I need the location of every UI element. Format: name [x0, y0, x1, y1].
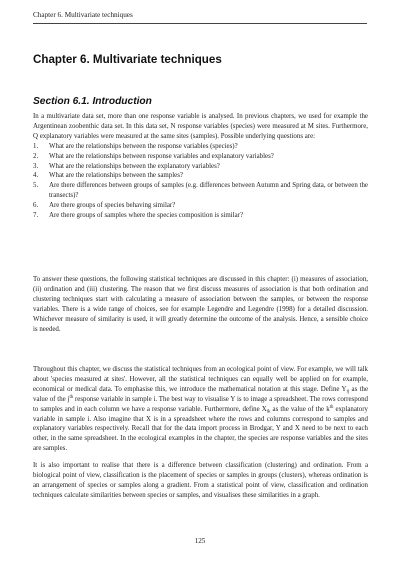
intro-block: [33, 112, 368, 221]
paragraph-4: It is also important to realise that there is a difference between classification (clustering) and ordination. From a biological point of view, classification is the placement of species or samples in groups (clusters), whereas ordination is an arrangement of species or samples along a gradient. From a statistical point of view, classification and ordination techniques calculate similarities between species or samples, and visualises these similarities in a graph.: [33, 462, 368, 499]
intro-paragraph: In a multivariate data set, more than one response variable is analysed. In previous chapters, we used for example the Argentinean zoobenthic data set. In this data set, N response variables (species) were measured at M sites. Furthermore, Q explanatory variables were measured at the same sites (samples). Possible underlying questions are:: [33, 113, 368, 140]
question-number: 1.: [33, 142, 39, 150]
header-divider: [33, 23, 367, 24]
question-text: Are there groups of samples where the species composition is similar?: [49, 212, 244, 220]
question-number: 3.: [33, 162, 39, 170]
paragraph-notation: [33, 365, 368, 454]
paragraph-3-part-d: as the value of the k: [270, 405, 330, 413]
question-text: What are the relationships between the explanatory variables?: [49, 162, 220, 170]
question-number: 2.: [33, 152, 39, 160]
subscript-ik: ik: [266, 409, 271, 415]
paragraph-2: To answer these questions, the following statistical techniques are discussed in this chapter: (i) measures of association, (ii) ordination and (iii) clustering. The reason that we first discuss measures of association is that both ordination and clustering techniques start with calculating a measure of association between the samples, or between the response variables. There is a wide range of choices, see for example Legendre and Legendre (1998) for a detailed discussion. Whichever measure of similarity is used, it will greatly determine the outcome of the analysis. Hence, a sensible choice is needed.: [33, 276, 368, 333]
question-number: 4.: [33, 172, 39, 180]
question-text: Are there differences between groups of samples (e.g. differences between Autumn and Spring data, or between the transects)?: [49, 182, 368, 200]
question-item: [33, 152, 368, 162]
paragraph-association: [33, 275, 368, 334]
paragraph-3-part-e: explanatory variable in sample i. Also imagine that X is in a spreadsheet where the rows and columns correspond to samples and explanatory variables respectively. Recall that for the data import process in Brodgar, Y and X need to be next to each other, in the same spreadsheet. In the ecological examples in the chapter, the species are response variables and the sites are samples.: [33, 405, 368, 453]
page-number: 125: [194, 537, 206, 545]
paragraph-classification: [33, 461, 368, 501]
superscript-th-1: th: [69, 394, 74, 400]
question-item: [33, 162, 368, 172]
question-text: What are the relationships between response variables and explanatory variables?: [49, 152, 274, 160]
section-title: Section 6.1. Introduction: [33, 96, 152, 107]
question-text: What are the relationships between the samples?: [49, 172, 183, 180]
question-item: [33, 201, 368, 211]
running-header: Chapter 6. Multivariate techniques: [33, 11, 133, 19]
paragraph-3: [33, 365, 368, 454]
question-text: What are the relationships between the response variables (species)?: [49, 142, 238, 150]
question-number: 6.: [33, 202, 39, 210]
question-number: 7.: [33, 212, 39, 220]
chapter-title: Chapter 6. Multivariate techniques: [33, 53, 222, 66]
paragraph-3-part-c: response variable in sample i. The best way to visualise Y is to image a spreadsheet. The rows correspond to samples and in each column we have a response variable. Furthermore, define X: [33, 395, 368, 413]
superscript-th-2: th: [329, 404, 334, 410]
question-number: 5.: [33, 182, 39, 190]
question-item: [33, 181, 368, 201]
subscript-ij: ij: [346, 389, 350, 395]
question-item: [33, 211, 368, 221]
question-text: Are there groups of species behaving similar?: [49, 202, 176, 210]
question-item: [33, 171, 368, 181]
question-item: [33, 142, 368, 152]
paragraph-3-part-b: as the value of the j: [33, 385, 369, 403]
question-list: [33, 142, 368, 221]
paragraph-3-part-a: Throughout this chapter, we discuss the statistical techniques from an ecological point of view. For example, we will talk about 'species measured at sites'. However, all the statistical techniques can equally well be applied on for example, economical or medical data. To emphasise this, we introduce the mathematical notation at this stage. Define Y: [33, 366, 368, 393]
